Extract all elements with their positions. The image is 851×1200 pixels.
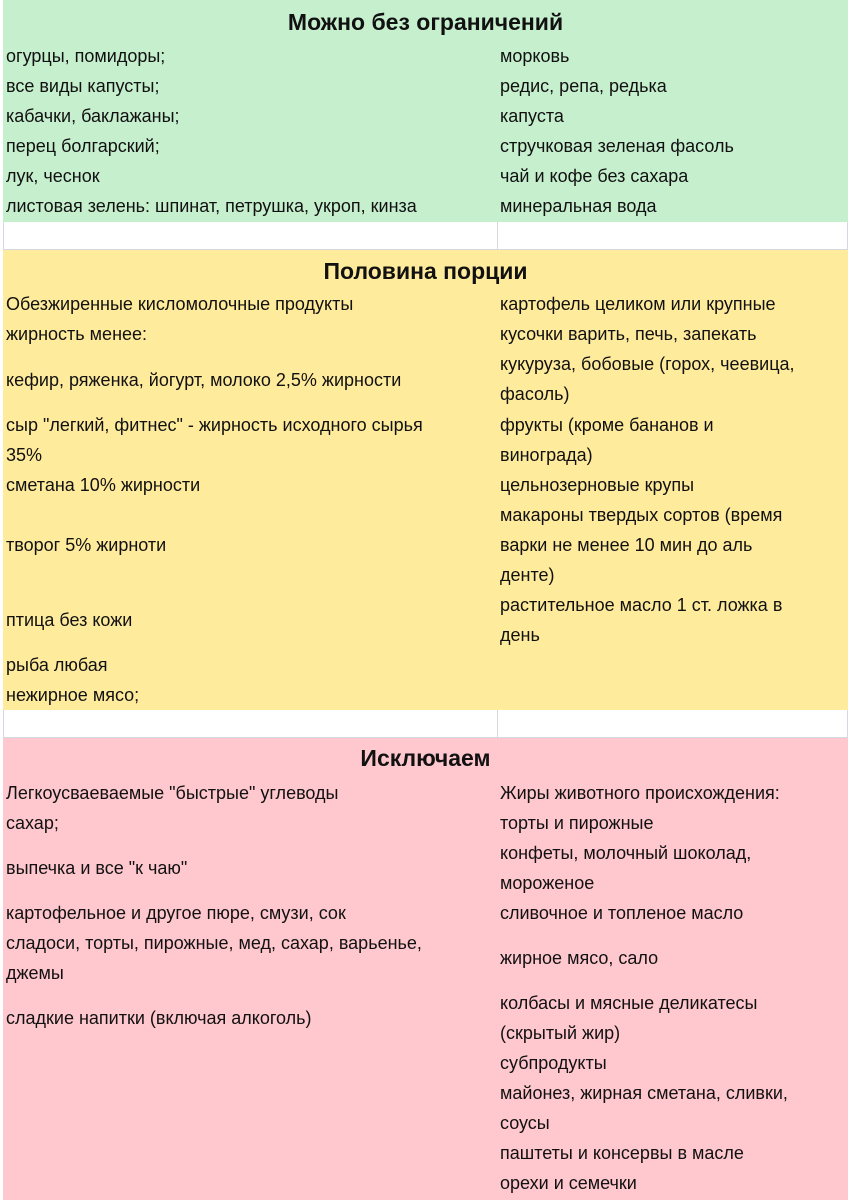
section-title: Исключаем bbox=[360, 745, 491, 771]
section-title: Можно без ограничений bbox=[287, 9, 564, 35]
list-item: мороженое bbox=[500, 873, 595, 893]
empty-row bbox=[3, 710, 848, 738]
list-item: Обезжиренные кисломолочные продукты bbox=[6, 294, 354, 314]
list-item: джемы bbox=[6, 963, 64, 983]
list-item: (скрытый жир) bbox=[500, 1023, 621, 1043]
empty-row bbox=[3, 222, 848, 250]
list-item: капуста bbox=[500, 106, 564, 126]
list-item: нежирное мясо; bbox=[6, 685, 140, 705]
list-item: все виды капусты; bbox=[6, 76, 160, 96]
list-item: кефир, ряженка, йогурт, молоко 2,5% жирности bbox=[6, 370, 402, 390]
list-item: соусы bbox=[500, 1113, 550, 1133]
list-item: конфеты, молочный шоколад, bbox=[500, 843, 752, 863]
list-item: макароны твердых сортов (время bbox=[500, 505, 783, 525]
list-item: картофель целиком или крупные bbox=[500, 294, 776, 314]
list-item: Легкоусваеваемые "быстрые" углеводы bbox=[6, 783, 339, 803]
section-exclude bbox=[3, 738, 848, 1200]
list-item: субпродукты bbox=[500, 1053, 607, 1073]
list-item: Жиры животного происхождения: bbox=[500, 783, 780, 803]
list-item: птица без кожи bbox=[6, 610, 133, 630]
list-item: сладоси, торты, пирожные, мед, сахар, варьенье, bbox=[6, 933, 422, 953]
list-item: творог 5% жирноти bbox=[6, 535, 167, 555]
list-item: кабачки, баклажаны; bbox=[6, 106, 180, 126]
list-item: колбасы и мясные деликатесы bbox=[500, 993, 758, 1013]
list-item: перец болгарский; bbox=[6, 136, 160, 156]
list-item: морковь bbox=[500, 46, 570, 66]
list-item: выпечка и все "к чаю" bbox=[6, 858, 188, 878]
list-item: жирность менее: bbox=[6, 324, 148, 344]
list-item: кукуруза, бобовые (горох, чеевица, bbox=[500, 354, 795, 374]
list-item: рыба любая bbox=[6, 655, 108, 675]
list-item: чай и кофе без сахара bbox=[500, 166, 689, 186]
list-item: лук, чеснок bbox=[6, 166, 100, 186]
list-item: фрукты (кроме бананов и bbox=[500, 415, 714, 435]
list-item: денте) bbox=[500, 565, 555, 585]
cell-divider bbox=[497, 222, 498, 249]
list-item: редис, репа, редька bbox=[500, 76, 667, 96]
section-title: Половина порции bbox=[323, 258, 528, 284]
list-item: сметана 10% жирности bbox=[6, 475, 201, 495]
list-item: орехи и семечки bbox=[500, 1173, 637, 1193]
list-item: цельнозерновые крупы bbox=[500, 475, 695, 495]
section-unlimited bbox=[3, 0, 848, 222]
list-item: сыр "легкий, фитнес" - жирность исходного сырья bbox=[6, 415, 423, 435]
list-item: майонез, жирная сметана, сливки, bbox=[500, 1083, 788, 1103]
list-item: стручковая зеленая фасоль bbox=[500, 136, 734, 156]
cell-divider bbox=[497, 710, 498, 737]
list-item: 35% bbox=[6, 445, 43, 465]
list-item: картофельное и другое пюре, смузи, сок bbox=[6, 903, 346, 923]
list-item: винограда) bbox=[500, 445, 593, 465]
list-item: растительное масло 1 ст. ложка в bbox=[500, 595, 783, 615]
list-item: сладкие напитки (включая алкоголь) bbox=[6, 1008, 312, 1028]
list-item: огурцы, помидоры; bbox=[6, 46, 166, 66]
list-item: сахар; bbox=[6, 813, 59, 833]
list-item: фасоль) bbox=[500, 384, 570, 404]
list-item: минеральная вода bbox=[500, 196, 657, 216]
list-item: варки не менее 10 мин до аль bbox=[500, 535, 753, 555]
list-item: торты и пирожные bbox=[500, 813, 654, 833]
list-item: сливочное и топленое масло bbox=[500, 903, 744, 923]
list-item: листовая зелень: шпинат, петрушка, укроп, кинза bbox=[6, 196, 417, 216]
list-item: кусочки варить, печь, запекать bbox=[500, 324, 757, 344]
list-item: паштеты и консервы в масле bbox=[500, 1143, 744, 1163]
section-half-portion bbox=[3, 250, 848, 710]
list-item: день bbox=[500, 625, 540, 645]
list-item: жирное мясо, сало bbox=[500, 948, 659, 968]
